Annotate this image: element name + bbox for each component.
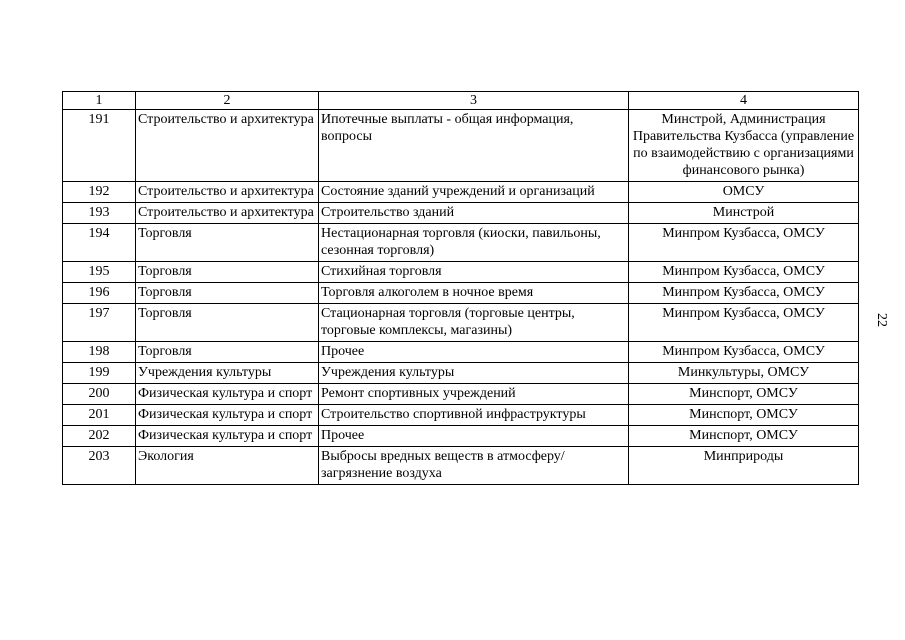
table-row: [63, 203, 859, 224]
agency-cell: Минкультуры, ОМСУ: [629, 363, 859, 384]
table-row: [63, 304, 859, 342]
row-number-cell: 197: [63, 304, 136, 342]
table-body: [63, 92, 859, 485]
category-cell: Строительство и архитектура: [136, 182, 319, 203]
row-number-cell: 196: [63, 283, 136, 304]
category-cell: Учреждения культуры: [136, 363, 319, 384]
agency-cell: Минпром Кузбасса, ОМСУ: [629, 283, 859, 304]
table-row: [63, 342, 859, 363]
row-number-cell: 201: [63, 405, 136, 426]
category-cell: Экология: [136, 447, 319, 485]
agency-cell: Минпром Кузбасса, ОМСУ: [629, 224, 859, 262]
topic-cell: Прочее: [319, 426, 629, 447]
row-number-cell: 200: [63, 384, 136, 405]
topic-cell: Состояние зданий учреждений и организаций: [319, 182, 629, 203]
category-cell: Физическая культура и спорт: [136, 405, 319, 426]
agency-cell: Минприроды: [629, 447, 859, 485]
topic-cell: Ипотечные выплаты - общая информация, вопросы: [319, 110, 629, 182]
category-cell: Физическая культура и спорт: [136, 426, 319, 447]
agency-cell: Минспорт, ОМСУ: [629, 426, 859, 447]
table-row: [63, 447, 859, 485]
row-number-cell: 191: [63, 110, 136, 182]
agency-cell: Минспорт, ОМСУ: [629, 384, 859, 405]
row-number-cell: 202: [63, 426, 136, 447]
agency-cell: Минпром Кузбасса, ОМСУ: [629, 342, 859, 363]
topic-cell: Нестационарная торговля (киоски, павильоны, сезонная торговля): [319, 224, 629, 262]
table-row: [63, 426, 859, 447]
column-header-4: 4: [629, 92, 859, 110]
category-cell: Торговля: [136, 224, 319, 262]
data-table: [62, 91, 859, 485]
category-cell: Торговля: [136, 342, 319, 363]
table-row: [63, 405, 859, 426]
category-cell: Физическая культура и спорт: [136, 384, 319, 405]
agency-cell: Минстрой: [629, 203, 859, 224]
row-number-cell: 194: [63, 224, 136, 262]
table-row: [63, 384, 859, 405]
topic-cell: Стационарная торговля (торговые центры, торговые комплексы, магазины): [319, 304, 629, 342]
agency-cell: ОМСУ: [629, 182, 859, 203]
topic-cell: Торговля алкоголем в ночное время: [319, 283, 629, 304]
column-header-2: 2: [136, 92, 319, 110]
agency-cell: Минпром Кузбасса, ОМСУ: [629, 262, 859, 283]
table-header-row: [63, 92, 859, 110]
table-row: [63, 363, 859, 384]
category-cell: Торговля: [136, 262, 319, 283]
topic-cell: Прочее: [319, 342, 629, 363]
category-cell: Строительство и архитектура: [136, 110, 319, 182]
topic-cell: Ремонт спортивных учреждений: [319, 384, 629, 405]
table-row: [63, 182, 859, 203]
table-row: [63, 283, 859, 304]
row-number-cell: 203: [63, 447, 136, 485]
topic-cell: Учреждения культуры: [319, 363, 629, 384]
topic-cell: Строительство спортивной инфраструктуры: [319, 405, 629, 426]
page-number: 22: [874, 313, 889, 327]
row-number-cell: 192: [63, 182, 136, 203]
category-cell: Строительство и архитектура: [136, 203, 319, 224]
category-cell: Торговля: [136, 304, 319, 342]
topic-cell: Строительство зданий: [319, 203, 629, 224]
topic-cell: Стихийная торговля: [319, 262, 629, 283]
agency-cell: Минспорт, ОМСУ: [629, 405, 859, 426]
topic-cell: Выбросы вредных веществ в атмосферу/загрязнение воздуха: [319, 447, 629, 485]
column-header-1: 1: [63, 92, 136, 110]
table-row: [63, 110, 859, 182]
row-number-cell: 198: [63, 342, 136, 363]
category-cell: Торговля: [136, 283, 319, 304]
column-header-3: 3: [319, 92, 629, 110]
table-row: [63, 262, 859, 283]
row-number-cell: 199: [63, 363, 136, 384]
agency-cell: Минстрой, Администрация Правительства Кузбасса (управление по взаимодействию с организациями финансового рынка): [629, 110, 859, 182]
agency-cell: Минпром Кузбасса, ОМСУ: [629, 304, 859, 342]
row-number-cell: 193: [63, 203, 136, 224]
row-number-cell: 195: [63, 262, 136, 283]
table-row: [63, 224, 859, 262]
